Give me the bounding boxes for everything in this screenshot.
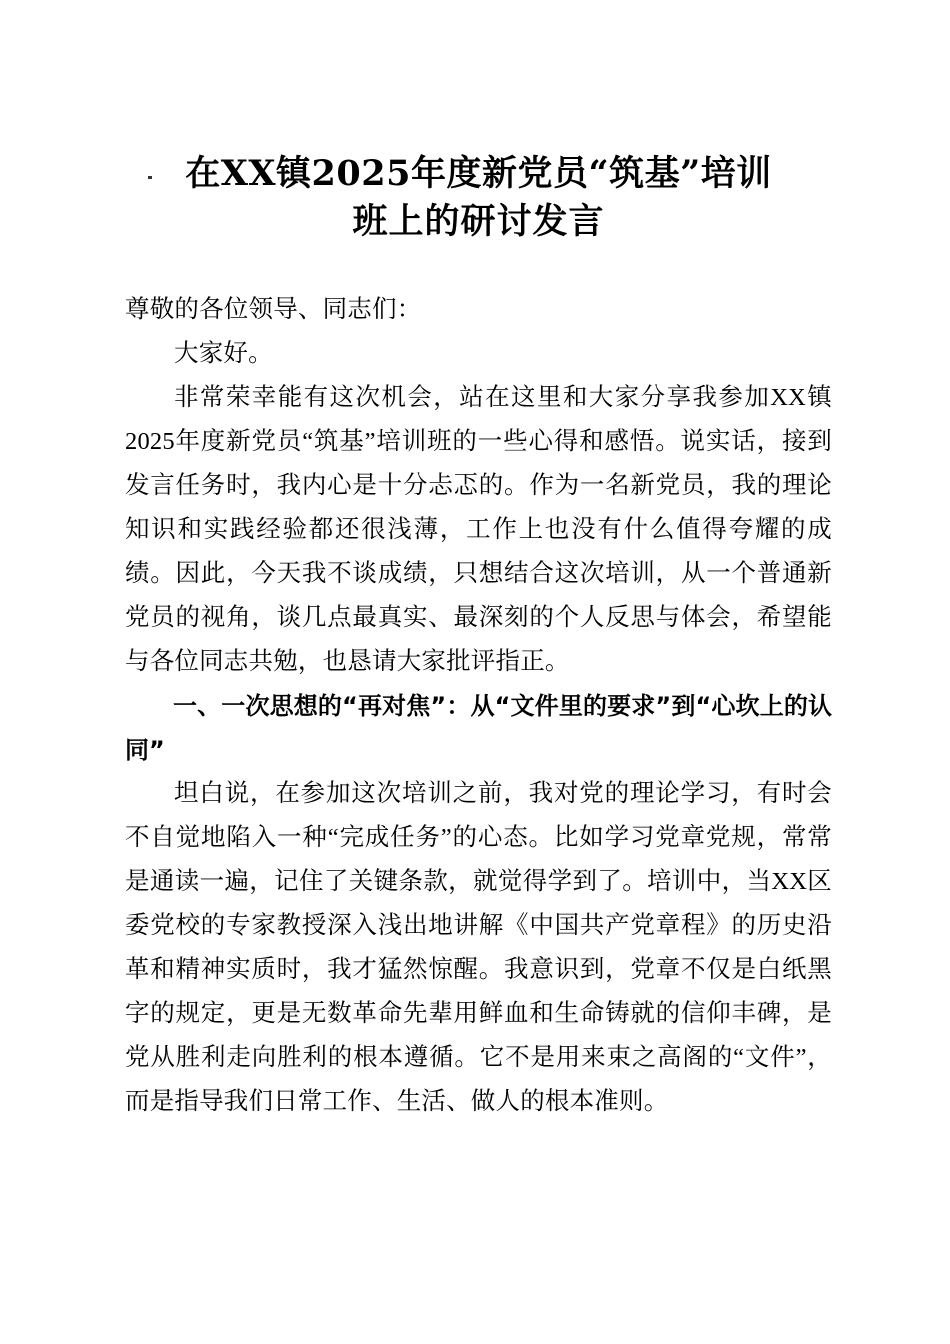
document-content	[125, 150, 832, 1124]
paragraph-section-one: 坦白说，在参加这次培训之前，我对党的理论学习，有时会不自觉地陷入一种“完成任务”的心态。比如学习党章党规，常常是通读一遍，记住了关键条款，就觉得学到了。培训中，当XX区委党校的专家教授深入浅出地讲解《中国共产党章程》的历史沿革和精神实质时，我才猛然惊醒。我意识到，党章不仅是白纸黑字的规定，更是无数革命先辈用鲜血和生命铸就的信仰丰碑，是党从胜利走向胜利的根本遵循。它不是用来束之高阁的“文件”，而是指导我们日常工作、生活、做人的根本准则。	[125, 780, 832, 1115]
document-body	[125, 288, 832, 1124]
salutation-line: 尊敬的各位领导、同志们：	[125, 296, 422, 323]
section-heading-one: 一、一次思想的“再对焦”：从“文件里的要求”到“心坎上的认同”	[125, 692, 832, 764]
page-title	[125, 150, 832, 246]
greeting-line: 大家好。	[174, 340, 273, 367]
page-title-line-2: 班上的研讨发言	[352, 201, 605, 242]
paragraph-introduction: 非常荣幸能有这次机会，站在这里和大家分享我参加XX镇2025年度新党员“筑基”培训班的一些心得和感悟。说实话，接到发言任务时，我内心是十分忐忑的。作为一名新党员，我的理论知识和实践经验都还很浅薄，工作上也没有什么值得夸耀的成绩。因此，今天我不谈成绩，只想结合这次培训，从一个普通新党员的视角，谈几点最真实、最深刻的个人反思与体会，希望能与各位同志共勉，也恳请大家批评指正。	[125, 384, 832, 675]
page-title-line-1: 在XX镇2025年度新党员“筑基”培训	[185, 153, 772, 194]
